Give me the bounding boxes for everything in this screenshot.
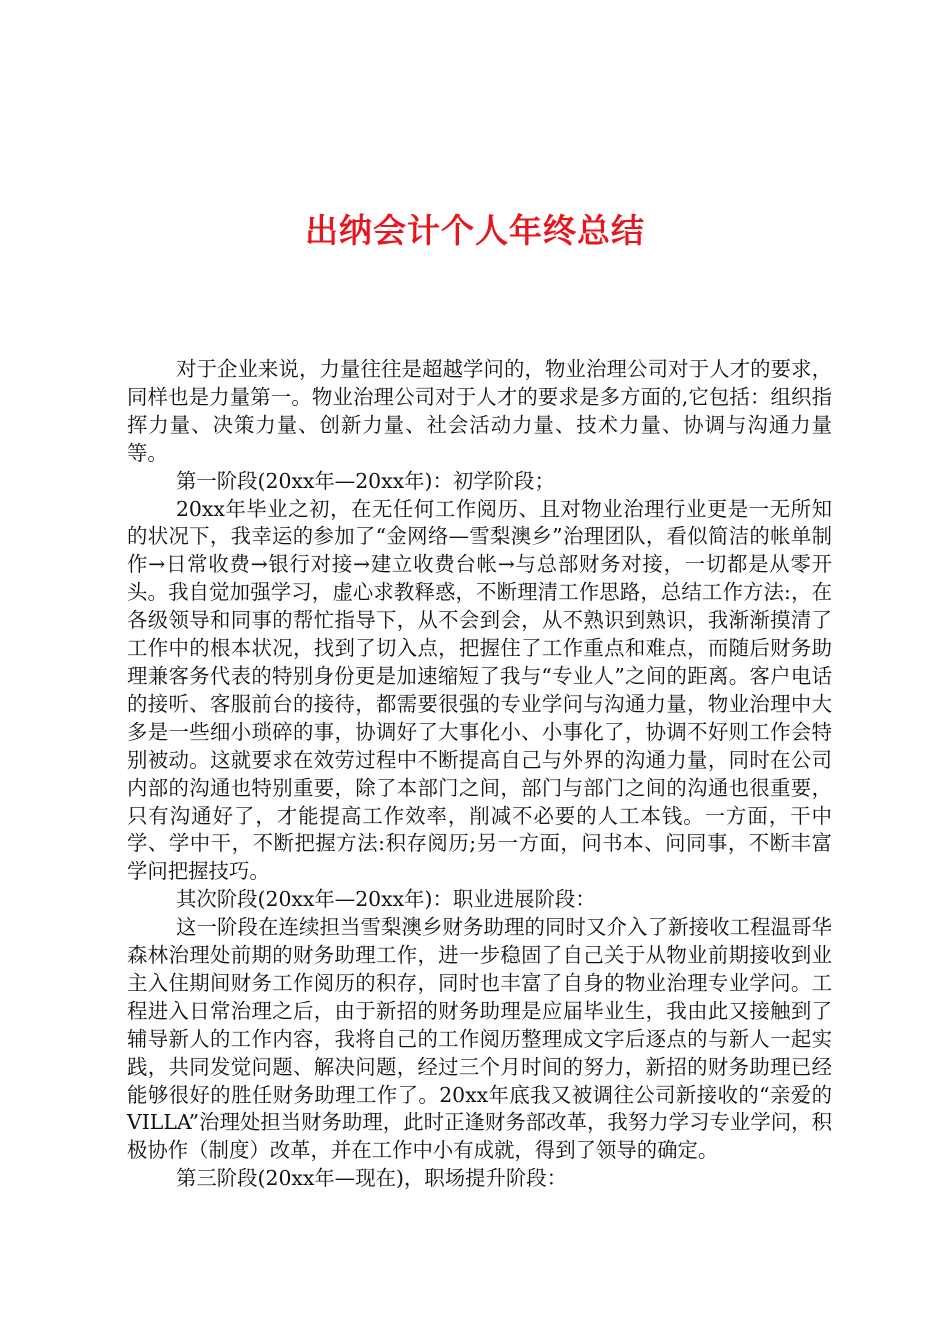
paragraph-stage-two-body: 这一阶段在连续担当雪梨澳乡财务助理的同时又介入了新接收工程温哥华森林治理处前期的财务助理工作，进一步稳固了自己关于从物业前期接收到业主入住期间财务工作阅历的积存，同时也丰富了自身的物业治理专业学问。工程进入日常治理之后，由于新招的财务助理是应届毕业生，我由此又接触到了辅导新人的工作内容，我将自己的工作阅历整理成文字后逐点的与新人一起实践，共同发觉问题、解决问题，经过三个月时间的努力，新招的财务助理已经能够很好的胜任财务助理工作了。20xx年底我又被调往公司新接收的“亲爱的VILLA”治理处担当财务助理，此时正逢财务部改革，我努力学习专业学问，积极协作（制度）改革，并在工作中小有成就，得到了领导的确定。 [127,915,832,1163]
paragraph-stage-one-body: 20xx年毕业之初，在无任何工作阅历、且对物业治理行业更是一无所知的状况下，我幸运的参加了“金网络—雪梨澳乡”治理团队，看似简洁的帐单制作→日常收费→银行对接→建立收费台帐→与总部财务对接，一切都是从零开头。我自觉加强学习，虚心求教释惑，不断理清工作思路，总结工作方法:，在各级领导和同事的帮忙指导下，从不会到会，从不熟识到熟识，我渐渐摸清了工作中的根本状况，找到了切入点，把握住了工作重点和难点，而随后财务助理兼客务代表的特别身份更是加速缩短了我与“专业人”之间的距离。客户电话的接听、客服前台的接待，都需要很强的专业学问与沟通力量，物业治理中大多是一些细小琐碎的事，协调好了大事化小、小事化了，协调不好则工作会特别被动。这就要求在效劳过程中不断提高自己与外界的沟通力量，同时在公司内部的沟通也特别重要，除了本部门之间，部门与部门之间的沟通也很重要，只有沟通好了，才能提高工作效率，削减不必要的人工本钱。一方面，干中学、学中干，不断把握方法:积存阅历;另一方面，问书本、问同事，不断丰富学问把握技巧。 [127,496,832,884]
paragraph-intro: 对于企业来说，力量往往是超越学问的，物业治理公司对于人才的要求，同样也是力量第一。物业治理公司对于人才的要求是多方面的,它包括：组织指挥力量、决策力量、创新力量、社会活动力量、技术力量、协调与沟通力量等。 [127,357,832,465]
document-title: 出纳会计个人年终总结 [305,211,645,250]
paragraph-stage-two-heading: 其次阶段(20xx年—20xx年)：职业进展阶段： [175,887,596,912]
paragraph-stage-one-heading: 第一阶段(20xx年—20xx年)：初学阶段； [175,468,555,493]
document-body [127,356,832,1193]
paragraph-stage-three-heading: 第三阶段(20xx年—现在)，职场提升阶段： [175,1166,568,1191]
